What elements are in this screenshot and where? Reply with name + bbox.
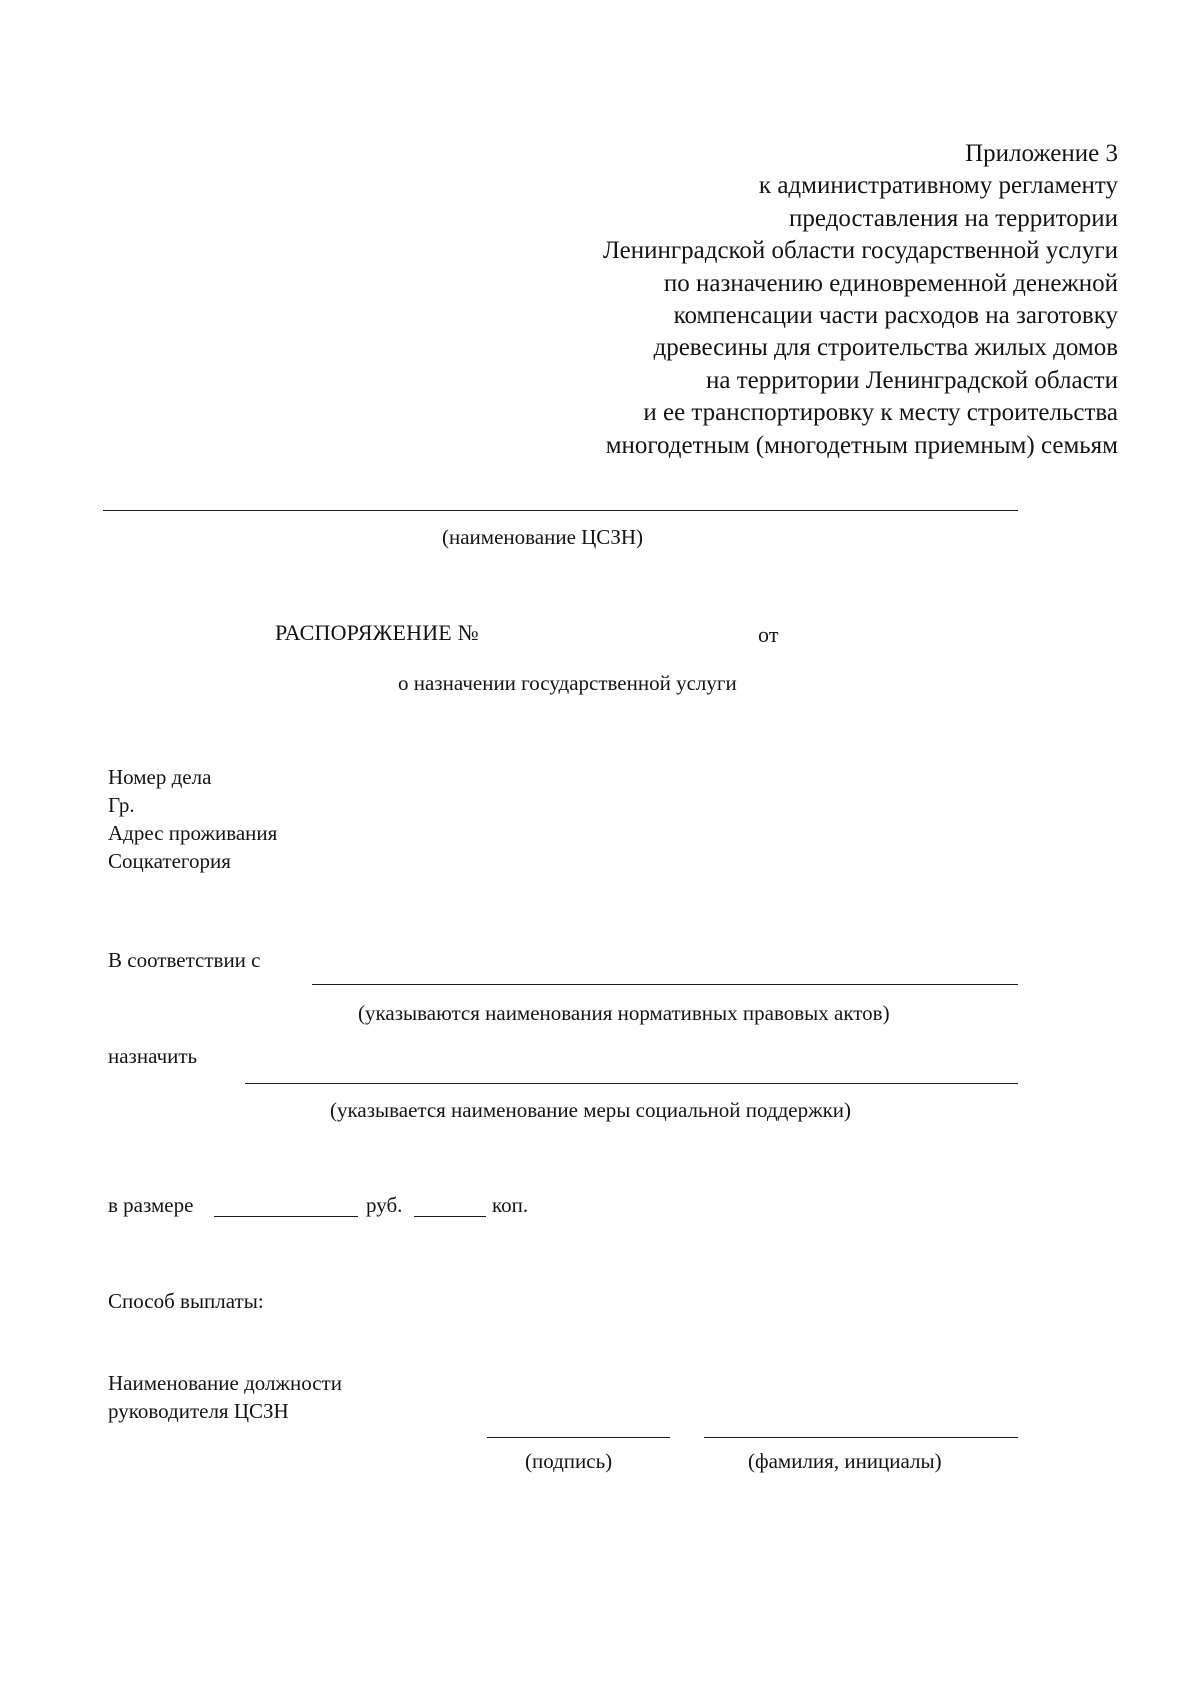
header-line-6: компенсации части расходов на заготовку xyxy=(673,302,1118,330)
payment-label: Способ выплаты: xyxy=(108,1289,264,1313)
org-name-line xyxy=(103,510,1018,511)
position-line-1: Наименование должности xyxy=(108,1371,342,1395)
amount-kop-label: коп. xyxy=(492,1193,529,1217)
basis-label: В соответствии с xyxy=(108,948,261,972)
header-line-5: по назначению единовременной денежной xyxy=(663,269,1118,297)
amount-kop-line xyxy=(414,1216,486,1217)
amount-prefix: в размере xyxy=(108,1193,194,1217)
amount-rub-label: руб. xyxy=(366,1193,403,1217)
signature-line xyxy=(487,1437,670,1438)
appendix-header xyxy=(603,138,1118,462)
position-line-2: руководителя ЦСЗН xyxy=(108,1399,289,1423)
header-line-1: Приложение 3 xyxy=(965,140,1118,167)
header-line-8: на территории Ленинградской области xyxy=(706,366,1118,394)
order-title: РАСПОРЯЖЕНИЕ № xyxy=(275,620,479,645)
header-line-7: древесины для строительства жилых домов xyxy=(653,334,1118,362)
signature-caption: (подпись) xyxy=(525,1449,613,1473)
amount-rub-line xyxy=(214,1216,358,1217)
assign-line xyxy=(245,1083,1018,1084)
assign-label: назначить xyxy=(108,1044,198,1068)
order-date-label: от xyxy=(758,622,779,647)
order-subtitle: о назначении государственной услуги xyxy=(398,671,737,695)
org-name-caption: (наименование ЦСЗН) xyxy=(442,525,643,549)
address-label: Адрес проживания xyxy=(108,821,278,845)
header-line-10: многодетным (многодетным приемным) семьям xyxy=(605,431,1118,459)
full-name-line xyxy=(704,1437,1018,1438)
header-line-9: и ее транспортировку к месту строительства xyxy=(643,399,1118,427)
case-number-label: Номер дела xyxy=(108,765,212,789)
header-line-2: к административному регламенту xyxy=(758,172,1118,200)
basis-line xyxy=(312,984,1018,985)
assign-caption: (указывается наименование меры социальной поддержки) xyxy=(330,1098,852,1122)
header-line-3: предоставления на территории xyxy=(789,204,1118,232)
citizen-label: Гр. xyxy=(108,793,135,817)
basis-caption: (указываются наименования нормативных правовых актов) xyxy=(358,1001,890,1025)
full-name-caption: (фамилия, инициалы) xyxy=(748,1449,942,1473)
header-line-4: Ленинградской области государственной услуги xyxy=(602,237,1118,265)
social-category-label: Соцкатегория xyxy=(108,849,231,873)
